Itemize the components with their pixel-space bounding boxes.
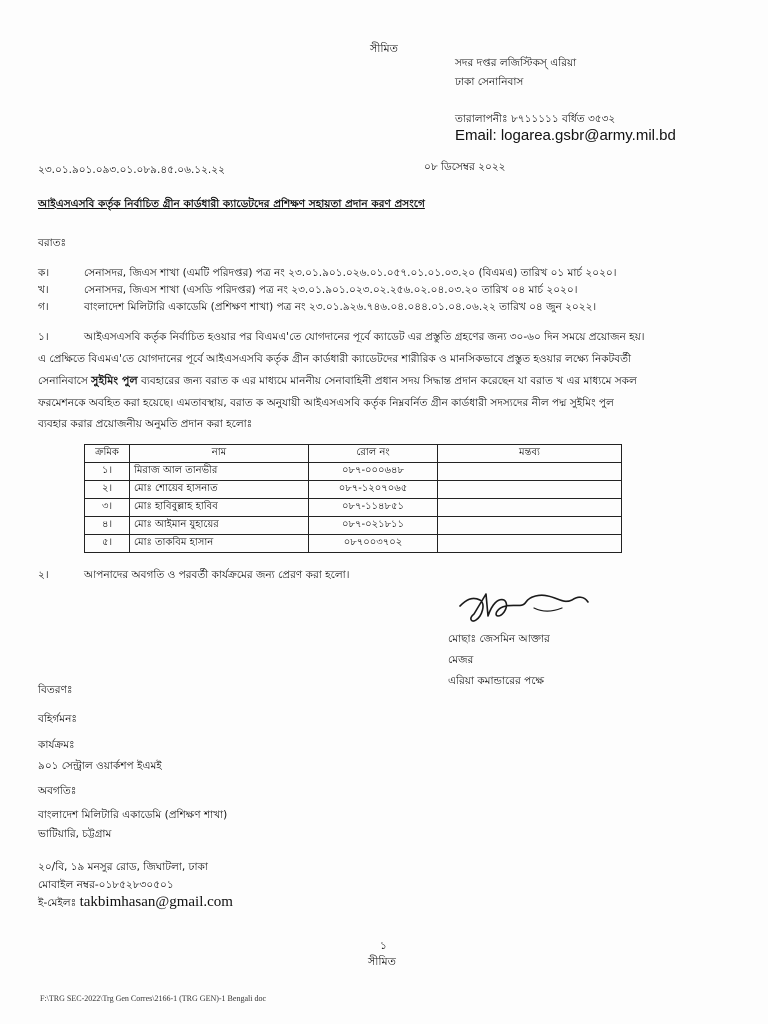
roll-cell: ০৮৭০০৩৭০২ <box>309 535 438 553</box>
remarks-cell <box>438 499 622 517</box>
serial-cell: ২। <box>85 481 130 499</box>
paragraph-text: সেনানিবাসে <box>38 375 92 387</box>
paragraph-line: আইএসএসবি কর্তৃক নির্বাচিত হওয়ার পর বিএমএ'তে যোগদানের পূর্বে ক্যাডেট এর প্রস্তুতি গ্রহণের জন্য ৩০-৬০ দিন সময়ে প্রয়োজন হয়। <box>84 331 645 343</box>
table-row <box>85 481 622 499</box>
sender-email: Email: logarea.gsbr@army.mil.bd <box>455 127 676 144</box>
serial-cell: ৩। <box>85 499 130 517</box>
paragraph-line: ফরমেশনকে অবহিত করা হয়েছে। এমতাবস্থায়, বরাত ক অনুযায়ী আইএসএসবি কর্তৃক নিম্নবর্নিত গ্রীন কার্ডধারী সদস্যদের নীল পদ্ম সুইমিং পুল <box>38 396 614 409</box>
reference-text: সেনাসদর, জিএস শাখা (এসডি পরিদপ্তর) পত্র নং ২৩.০১.৯০১.০২৩.০২.২৫৬.০২.০৪.০৩.২০ তারিখ ০৪ মার্চ ২০২০। <box>84 284 578 296</box>
roll-cell: ০৮৭-১১৪৮৫১ <box>309 499 438 517</box>
emphasized-text: সুইমিং পুল <box>91 374 138 387</box>
references-heading: বরাতঃ <box>38 237 67 249</box>
contact-address: ২০/বি, ১৯ মনসুর রোড, জিঘাটলা, ঢাকা <box>38 861 208 873</box>
table-row <box>85 463 622 481</box>
external-heading: বহির্গমনঃ <box>38 713 77 725</box>
info-heading: অবগতিঃ <box>38 785 77 797</box>
paragraph-line: এ প্রেক্ষিতে বিএমএ'তে যোগদানের পূর্বে আইএসএসবি কর্তৃক গ্রীন কার্ডধারী ক্যাডেটদের শারীরিক ও মানসিকভাবে প্রস্তুত হওয়ার লক্ষ্যে নিকটবর্তী <box>38 352 632 365</box>
remarks-cell <box>438 463 622 481</box>
classification-top: সীমিত <box>370 42 398 55</box>
handwritten-signature <box>452 586 602 626</box>
roll-cell: ০৮৭-০২১৮১১ <box>309 517 438 535</box>
column-header: রোল নং <box>309 445 438 463</box>
remarks-cell <box>438 535 622 553</box>
info-recipient-line-2: ভাটিয়ারি, চট্টগ্রাম <box>38 828 112 840</box>
contact-email-row <box>38 894 233 913</box>
contact-mobile: মোবাইল নম্বর-০১৮৫২৮৩০৫০১ <box>38 879 174 891</box>
address-line-2: ঢাকা সেনানিবাস <box>455 76 524 88</box>
distribution-heading: বিতরণঃ <box>38 684 73 696</box>
paragraph-2-number: ২। <box>38 569 49 581</box>
table-row <box>85 517 622 535</box>
paragraph-2-text: আপনাদের অবগতি ও পরবর্তী কার্যক্রমের জন্য প্রেরণ করা হলো। <box>84 569 350 581</box>
sender-address <box>455 54 576 92</box>
info-recipient-line-1: বাংলাদেশ মিলিটারি একাডেমি (প্রশিক্ষণ শাখা) <box>38 809 228 821</box>
name-cell: মোঃ আইমান যুহায়ের <box>130 517 309 535</box>
reference-text: সেনাসদর, জিএস শাখা (এমটি পরিদপ্তর) পত্র নং ২৩.০১.৯০১.০২৬.০১.০৫৭.০১.০১.০৩.২০ (বিএমএ) তারিখ ০১ মার্চ ২০২০। <box>84 267 617 279</box>
remarks-cell <box>438 481 622 499</box>
paragraph-text: ব্যবহারের জন্য বরাত ক এর মাধ্যমে মাননীয় সেনাবাহিনী প্রধান সদয় সিদ্ধান্ত প্রদান করেছেন যা বরাত খ এর মাধ্যমে সকল <box>137 375 637 387</box>
serial-cell: ১। <box>85 463 130 481</box>
signatory-capacity: এরিয়া কমান্ডারের পক্ষে <box>448 675 544 687</box>
reference-key: ক। <box>38 267 50 279</box>
remarks-cell <box>438 517 622 535</box>
roll-cell: ০৮৭-১২০৭০৬৫ <box>309 481 438 499</box>
name-cell: মোঃ হাবিবুল্লাহ হাবিব <box>130 499 309 517</box>
signature-block <box>448 629 550 692</box>
address-line-1: সদর দপ্তর লজিস্টিকস্ এরিয়া <box>455 57 577 69</box>
name-cell: মোঃ তাকবিম হাসান <box>130 535 309 553</box>
page-number: ১ <box>380 940 387 952</box>
serial-cell: ৪। <box>85 517 130 535</box>
reference-text: বাংলাদেশ মিলিটারি একাডেমি (প্রশিক্ষণ শাখা) পত্র নং ২৩.০১.৯২৬.৭৪৬.০৪.০৪৪.০১.০৪.০৬.২২ তারিখ ০৪ জুন ২০২২। <box>84 301 597 313</box>
signatory-rank: মেজর <box>448 654 474 666</box>
signatory-name: মোছাঃ জেসমিন আক্তার <box>448 633 550 645</box>
paragraph-line <box>38 370 738 393</box>
phone-number: তারালাপনীঃ ৮৭১১১১১ বর্ধিত ৩৫৩২ <box>455 113 616 125</box>
subject-line: আইএসএসবি কর্তৃক নির্বাচিত গ্রীন কার্ডধারী ক্যাডেটদের প্রশিক্ষণ সহায়তা প্রদান করণ প্রসংগে <box>38 198 425 210</box>
cadet-table <box>84 444 622 553</box>
file-number: ২৩.০১.৯০১.০৯৩.০১.০৮৯.৪৫.০৬.১২.২২ <box>38 164 225 176</box>
serial-cell: ৫। <box>85 535 130 553</box>
paragraph-1 <box>38 327 738 436</box>
paragraph-number: ১। <box>38 331 49 343</box>
roll-cell: ০৮৭-০০০৬৪৮ <box>309 463 438 481</box>
action-recipient: ৯০১ সেন্ট্রাল ওয়ার্কশপ ইএমই <box>38 760 162 772</box>
references-list <box>38 266 738 326</box>
letter-date: ০৮ ডিসেম্বর ২০২২ <box>424 161 506 173</box>
classification-bottom: সীমিত <box>368 955 396 968</box>
reference-key: গ। <box>38 301 49 313</box>
table-header-row <box>85 445 622 463</box>
contact-email: takbimhasan@gmail.com <box>79 894 233 910</box>
paragraph-line: ব্যবহার করার প্রয়োজনীয় অনুমতি প্রদান করা হলোঃ <box>38 418 253 430</box>
column-header: মন্তব্য <box>438 445 622 463</box>
reference-key: খ। <box>38 284 49 296</box>
column-header: ক্রমিক <box>85 445 130 463</box>
file-path-footer: F:\TRG SEC-2022\Trg Gen Corres\2166-1 (TRG GEN)-1 Bengali doc <box>40 994 266 1003</box>
action-heading: কার্যক্রমঃ <box>38 739 75 751</box>
contact-email-label: ই-মেইলঃ <box>38 897 77 909</box>
name-cell: মিরাজ আল তানভীর <box>130 463 309 481</box>
table-row <box>85 535 622 553</box>
name-cell: মোঃ শোয়েব হাসনাত <box>130 481 309 499</box>
column-header: নাম <box>130 445 309 463</box>
table-row <box>85 499 622 517</box>
